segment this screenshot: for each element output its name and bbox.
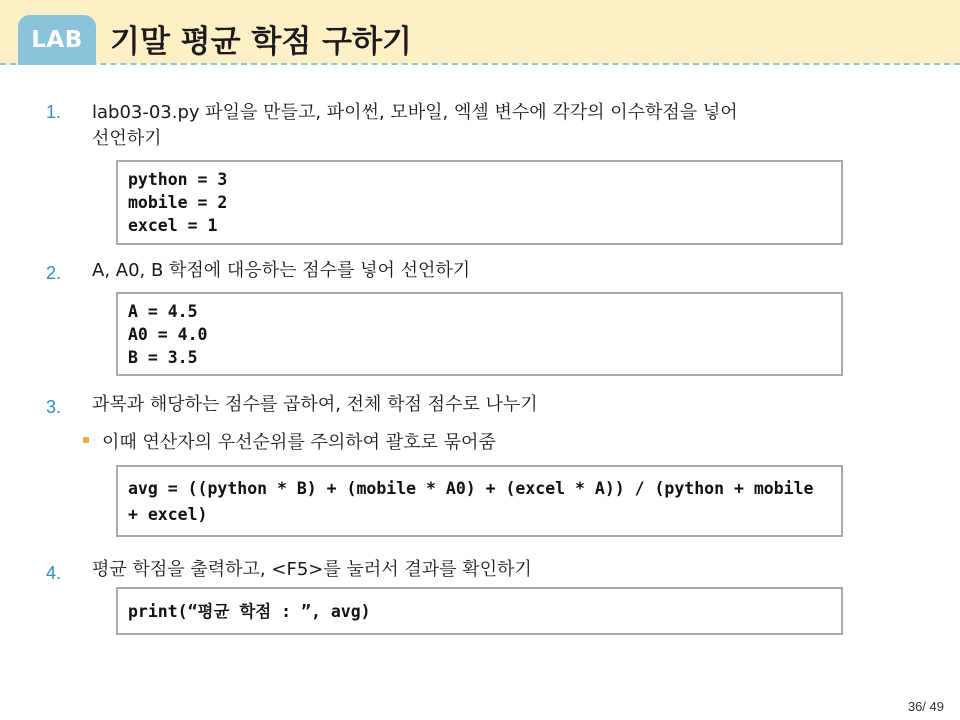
- step-3-code-box: [116, 465, 843, 537]
- step-3-bullet-text: 이때 연산자의 우선순위를 주의하여 괄호로 묶어줌: [102, 432, 496, 453]
- page-title: 기말 평균 학점 구하기: [110, 23, 412, 60]
- step-3-number: 3.: [46, 397, 62, 417]
- step-1-text-line2: 선언하기: [92, 128, 162, 149]
- step-4-code-box: [116, 587, 843, 635]
- step-2-text: A, A0, B 학점에 대응하는 점수를 넣어 선언하기: [92, 260, 471, 281]
- lab-badge: LAB: [18, 15, 96, 65]
- code-line: A0 = 4.0: [128, 325, 208, 344]
- code-line: avg = ((python * B) + (mobile * A0) + (excel * A)) / (python + mobile + excel): [128, 479, 814, 524]
- step-1-text-line1: lab03-03.py 파일을 만들고, 파이썬, 모바일, 엑셀 변수에 각각의 이수학점을 넣어: [92, 102, 738, 123]
- code-line: mobile = 2: [128, 193, 228, 212]
- step-2-number: 2.: [46, 263, 62, 283]
- header-divider: [0, 63, 960, 65]
- code-line: print(“평균 학점 : ”, avg): [128, 602, 371, 621]
- code-line: B = 3.5: [128, 348, 198, 367]
- code-line: A = 4.5: [128, 302, 198, 321]
- code-line: excel = 1: [128, 216, 218, 235]
- step-2-code-box: [116, 292, 843, 376]
- step-1-code-box: [116, 160, 843, 245]
- step-3-text: 과목과 해당하는 점수를 곱하여, 전체 학점 점수로 나누기: [92, 394, 538, 415]
- page-number: 36/ 49: [907, 699, 944, 714]
- step-4-number: 4.: [46, 563, 62, 583]
- step-1-number: 1.: [46, 102, 62, 122]
- bullet-marker: [83, 437, 89, 443]
- code-line: python = 3: [128, 170, 228, 189]
- step-4-text: 평균 학점을 출력하고, <F5>를 눌러서 결과를 확인하기: [92, 559, 532, 580]
